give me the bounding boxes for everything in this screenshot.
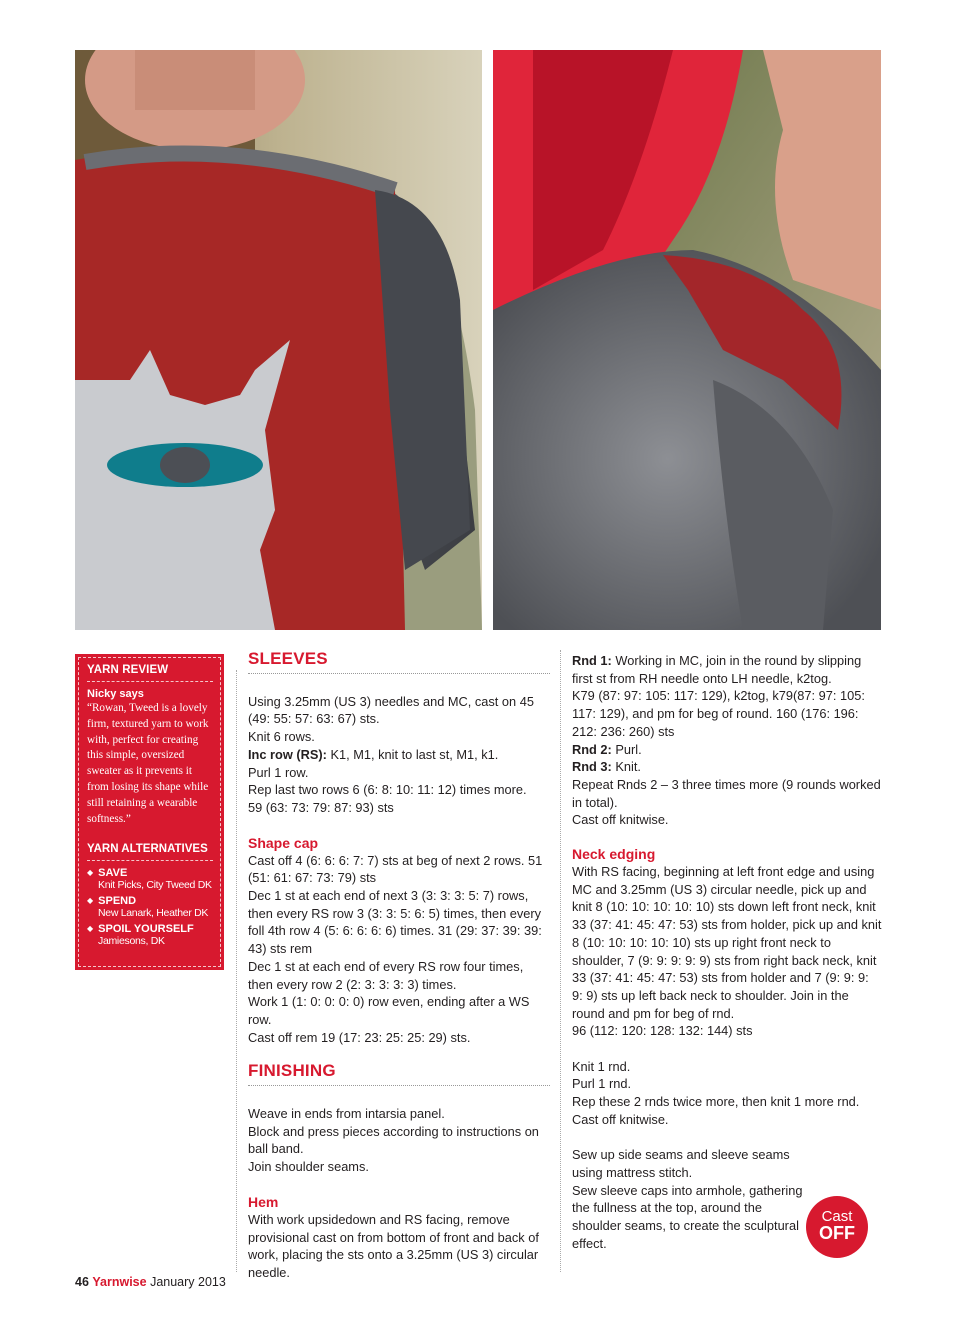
alternative-tier: ◆ SPEND <box>87 895 213 907</box>
round-text: Knit. <box>611 759 641 775</box>
sleeves-intro: Using 3.25mm (US 3) needles and MC, cast on 45 (49: 55: 57: 63: 67) sts. <box>248 693 534 727</box>
neck-cast-off: Cast off knitwise. <box>572 1111 669 1127</box>
cast-off-badge <box>806 1196 868 1258</box>
pattern-column-2 <box>572 650 882 1252</box>
neck-edging-heading: Neck edging <box>572 846 656 863</box>
sleeves-knit-rows: Knit 6 rows. <box>248 729 315 745</box>
divider <box>87 681 213 682</box>
hem-round-2 <box>572 741 882 759</box>
alternative-tier: ◆ SAVE <box>87 867 213 879</box>
round-label: Rnd 1: <box>572 653 612 668</box>
sleeves-repeat: Rep last two rows 6 (6: 8: 10: 11: 12) times more. <box>248 782 527 798</box>
shape-cap-heading: Shape cap <box>248 834 319 851</box>
sleeves-heading: SLEEVES <box>248 650 550 674</box>
neck-edging-total: 96 (112: 120: 128: 132: 144) sts <box>572 1023 753 1039</box>
hem-round-1 <box>572 650 882 687</box>
neck-repeat: Rep these 2 rnds twice more, then knit 1 more rnd. <box>572 1094 860 1110</box>
finishing-heading: FINISHING <box>248 1062 550 1086</box>
round-label: Rnd 2: <box>572 741 612 757</box>
yarn-alternatives-heading: YARN ALTERNATIVES <box>87 843 208 856</box>
review-quote: “Rowan, Tweed is a lovely firm, textured yarn to work with, perfect for creating this simple, oversized sweater as it prevents it from losing its shape while still retaining a wearable softness.” <box>87 702 209 825</box>
sleeves-inc-row <box>248 746 550 764</box>
alternative-tier: ◆ SPOIL YOURSELF <box>87 923 213 935</box>
hem-round-1-continued: K79 (87: 97: 105: 117: 129), k2tog, k79(87: 97: 105: 117: 129), and pm for beg of round. 160 (176: 196: 212: 236: 260) sts <box>572 688 865 739</box>
shape-cap-step-1: Cast off 4 (6: 6: 6: 7: 7) sts at beg of next 2 rows. 51 (51: 61: 67: 73: 79) sts <box>248 852 543 886</box>
round-text: Working in MC, join in the round by slipping first st from RH needle onto LH needle, k2tog. <box>572 653 862 686</box>
alternative-yarn: Jamiesons, DK <box>98 935 165 948</box>
round-text: Purl. <box>611 741 642 757</box>
badge-line-1: Cast <box>821 1208 853 1225</box>
magazine-name: Yarnwise <box>92 1275 147 1289</box>
sleeves-total: 59 (63: 73: 79: 87: 93) sts <box>248 799 394 815</box>
hem-text: With work upsidedown and RS facing, remove provisional cast on from bottom of front and back of work, placing the sts onto a 3.25mm (US 3) circular needle. <box>248 1211 539 1280</box>
alternative-spoil-yourself <box>87 923 213 947</box>
finishing-weave: Weave in ends from intarsia panel. <box>248 1106 445 1122</box>
sew-side-seams: Sew up side seams and sleeve seams using mattress stitch. <box>572 1147 790 1180</box>
finishing-join: Join shoulder seams. <box>248 1159 369 1175</box>
sweater-front-photo <box>75 50 482 630</box>
hem-round-3 <box>572 758 882 776</box>
inc-row-text: K1, M1, knit to last st, M1, k1. <box>326 746 499 762</box>
spacer <box>572 1129 882 1147</box>
shape-cap-step-4: Work 1 (1: 0: 0: 0: 0) row even, ending after a WS row. <box>248 994 530 1027</box>
pattern-column-1 <box>248 650 550 1282</box>
spacer <box>572 1040 882 1058</box>
alternative-yarn: New Lanark, Heather DK <box>98 907 209 920</box>
shape-cap-step-5: Cast off rem 19 (17: 23: 25: 25: 29) sts. <box>248 1029 471 1045</box>
alternative-spend <box>87 895 213 919</box>
neck-purl: Purl 1 rnd. <box>572 1076 632 1092</box>
reviewer-name: Nicky says <box>87 688 144 700</box>
hem-cast-off: Cast off knitwise. <box>572 812 669 828</box>
neck-knit: Knit 1 rnd. <box>572 1058 631 1074</box>
shape-cap-step-2: Dec 1 st at each end of next 3 (3: 3: 3: 5: 7) rows, then every RS row 3 (3: 3: 5: 6: 5) times, then every foll 4th row 4 (5: 6: 6: 6: 6) times. 31 (29: 37: 39: 39: 43) sts rem <box>248 888 542 957</box>
sweater-sleeve-photo <box>493 50 881 630</box>
hem-repeat: Repeat Rnds 2 – 3 three times more (9 rounds worked in total). <box>572 776 881 810</box>
yarn-review-heading: YARN REVIEW <box>87 664 169 676</box>
inc-row-label: Inc row (RS): <box>248 746 327 762</box>
sew-sleeve-caps: Sew sleeve caps into armhole, gathering the fullness at the top, around the shoulder seams, to create the sculptural effect. <box>572 1182 803 1251</box>
column-rule <box>236 670 237 1272</box>
shape-cap-step-3: Dec 1 st at each end of every RS row four times, then every row 2 (2: 3: 3: 3: 3) times. <box>248 958 524 992</box>
page-number: 46 <box>75 1275 89 1289</box>
issue-date: January 2013 <box>150 1275 226 1289</box>
column-rule <box>560 650 561 1272</box>
yarn-review-panel <box>75 654 224 970</box>
alternative-save <box>87 867 213 891</box>
finishing-block: Block and press pieces according to instructions on ball band. <box>248 1123 539 1157</box>
round-label: Rnd 3: <box>572 759 612 775</box>
divider <box>87 860 213 861</box>
sleeves-purl: Purl 1 row. <box>248 764 309 780</box>
badge-line-2: OFF <box>819 1223 855 1243</box>
alternative-yarn: Knit Picks, City Tweed DK <box>98 879 212 892</box>
neck-edging-text: With RS facing, beginning at left front edge and using MC and 3.25mm (US 3) circular needle, pick up and knit 8 (10: 10: 10: 10: 10) sts down left front neck, knit 33 (37: 41: 45: 47: 53) sts from holder, pick up and knit 8 (10: 10: 10: 10: 10) sts up right front neck to shoulder, 7 (9: 9: 9: 9: 9) sts from right back neck, knit 33 (37: 41: 45: 47: 53) sts from holder and 7 (9: 9: 9: 9: 9) sts up left back neck to shoulder. Join in the round and pm for beg of rnd. <box>572 864 882 1021</box>
page-footer <box>75 1275 226 1289</box>
hem-heading: Hem <box>248 1193 279 1210</box>
